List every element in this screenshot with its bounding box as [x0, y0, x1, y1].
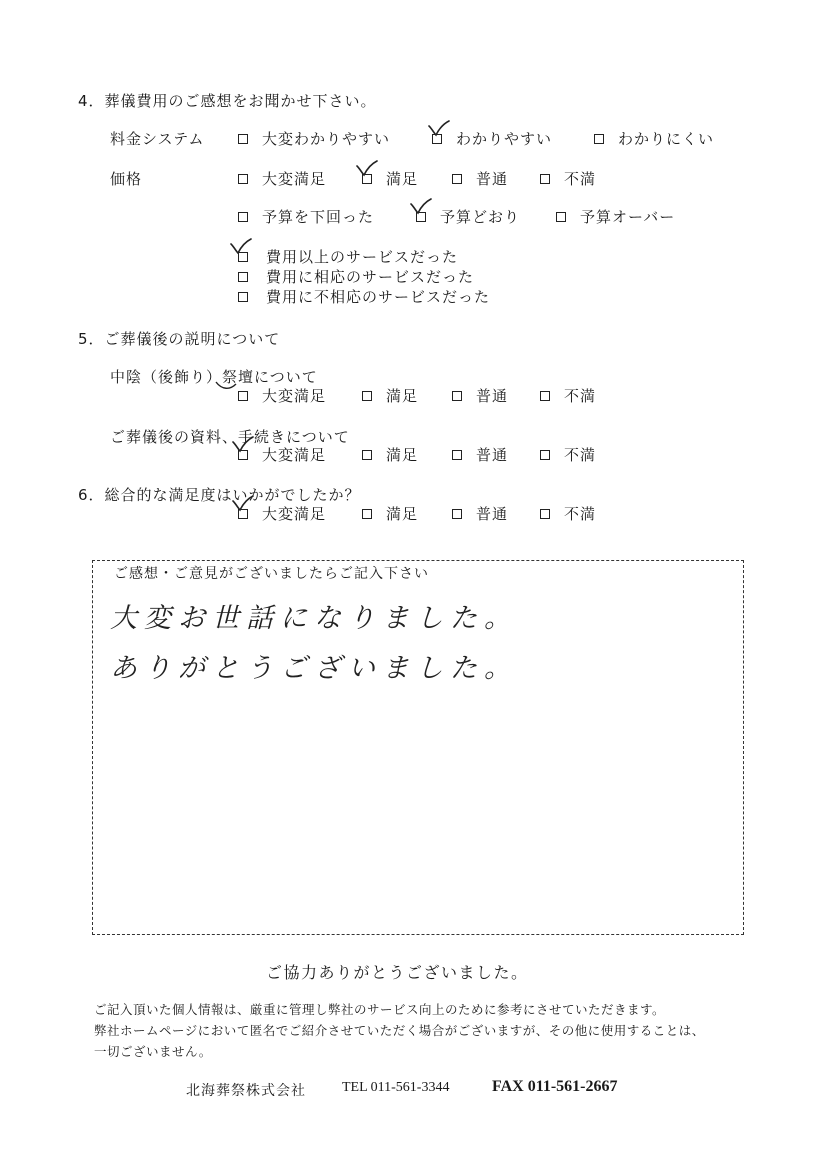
privacy-line-2: 弊社ホームページにおいて匿名でご紹介させていただく場合がございますが、その他に使用することは、: [94, 1023, 705, 1038]
q5-sub1: 中陰（後飾り）祭壇について: [110, 368, 318, 386]
checkmark-icon: [356, 160, 378, 178]
q5-sub2: ご葬儀後の資料、手続きについて: [110, 428, 350, 446]
checkbox[interactable]: [238, 272, 248, 282]
privacy-line-3: 一切ございません。: [94, 1044, 212, 1059]
q5-sub2-opt4[interactable]: 不満: [540, 446, 596, 464]
q6-opt2[interactable]: 満足: [362, 505, 418, 523]
q5-sub1-opt4[interactable]: 不満: [540, 387, 596, 405]
checkbox[interactable]: [362, 450, 372, 460]
comment-line-2: ありがとうございました。: [110, 653, 518, 684]
thanks-message: ご協力ありがとうございました。: [266, 963, 529, 982]
checkbox[interactable]: [238, 174, 248, 184]
company-name: 北海葬祭株式会社: [186, 1083, 306, 1099]
checkbox[interactable]: [238, 212, 248, 222]
q4-row2-opt3[interactable]: 普通: [452, 170, 508, 188]
q4-row1-opt3[interactable]: わかりにくい: [594, 130, 714, 148]
checkbox[interactable]: [540, 450, 550, 460]
checkbox[interactable]: [452, 509, 462, 519]
checkbox[interactable]: [362, 509, 372, 519]
checkbox[interactable]: [452, 174, 462, 184]
q4-row1-label: 料金システム: [110, 130, 205, 148]
q4-row1-opt2[interactable]: わかりやすい: [432, 130, 552, 148]
checkbox[interactable]: [594, 134, 604, 144]
tel-number: TEL 011-561-3344: [342, 1080, 450, 1095]
q5-sub2-opt3[interactable]: 普通: [452, 446, 508, 464]
q4-row2-opt1[interactable]: 大変満足: [238, 170, 326, 188]
q5-sub2-opt1[interactable]: 大変満足: [238, 446, 326, 464]
checkbox[interactable]: [238, 292, 248, 302]
checkbox[interactable]: [540, 509, 550, 519]
q6-title: 6．総合的な満足度はいかがでしたか？: [78, 486, 361, 504]
comment-label: ご感想・ご意見がございましたらご記入下さい: [114, 566, 429, 582]
checkmark-icon: [230, 238, 252, 256]
q5-title: 5．ご葬儀後の説明について: [78, 330, 281, 348]
comment-line-1: 大変お世話になりました。: [110, 603, 518, 634]
q5-sub2-opt2[interactable]: 満足: [362, 446, 418, 464]
q4-row2-opt2[interactable]: 満足: [362, 170, 418, 188]
q4-row2-opt4[interactable]: 不満: [540, 170, 596, 188]
q4-row4-opt2[interactable]: 費用に相応のサービスだった: [238, 268, 474, 286]
q6-opt3[interactable]: 普通: [452, 505, 508, 523]
checkbox[interactable]: [556, 212, 566, 222]
checkmark-icon: [232, 436, 254, 454]
q5-sub1-opt2[interactable]: 満足: [362, 387, 418, 405]
checkbox[interactable]: [452, 450, 462, 460]
q4-title: 4．葬儀費用のご感想をお聞かせ下さい。: [78, 92, 377, 110]
checkmark-icon: [232, 495, 254, 513]
checkbox[interactable]: [238, 391, 248, 401]
q4-row4-opt1[interactable]: 費用以上のサービスだった: [238, 248, 458, 266]
checkmark-icon: [428, 120, 450, 138]
checkbox[interactable]: [540, 391, 550, 401]
q5-sub1-opt1[interactable]: 大変満足: [238, 387, 326, 405]
fax-number: FAX 011-561-2667: [492, 1078, 618, 1095]
q4-row4-opt3[interactable]: 費用に不相応のサービスだった: [238, 288, 490, 306]
privacy-line-1: ご記入頂いた個人情報は、厳重に管理し弊社のサービス向上のために参考にさせていただきます。: [94, 1002, 666, 1017]
checkbox[interactable]: [238, 134, 248, 144]
checkbox[interactable]: [362, 391, 372, 401]
q4-row3-opt3[interactable]: 予算オーバー: [556, 208, 675, 226]
q4-row2-label: 価格: [110, 170, 143, 188]
q4-row3-opt2[interactable]: 予算どおり: [416, 208, 520, 226]
checkbox[interactable]: [452, 391, 462, 401]
checkbox[interactable]: [540, 174, 550, 184]
q6-opt1[interactable]: 大変満足: [238, 505, 326, 523]
q4-row3-opt1[interactable]: 予算を下回った: [238, 208, 374, 226]
checkmark-icon: [410, 198, 432, 216]
underline-stroke-icon: [214, 368, 238, 392]
q6-opt4[interactable]: 不満: [540, 505, 596, 523]
q4-row1-opt1[interactable]: 大変わかりやすい: [238, 130, 390, 148]
q5-sub1-opt3[interactable]: 普通: [452, 387, 508, 405]
